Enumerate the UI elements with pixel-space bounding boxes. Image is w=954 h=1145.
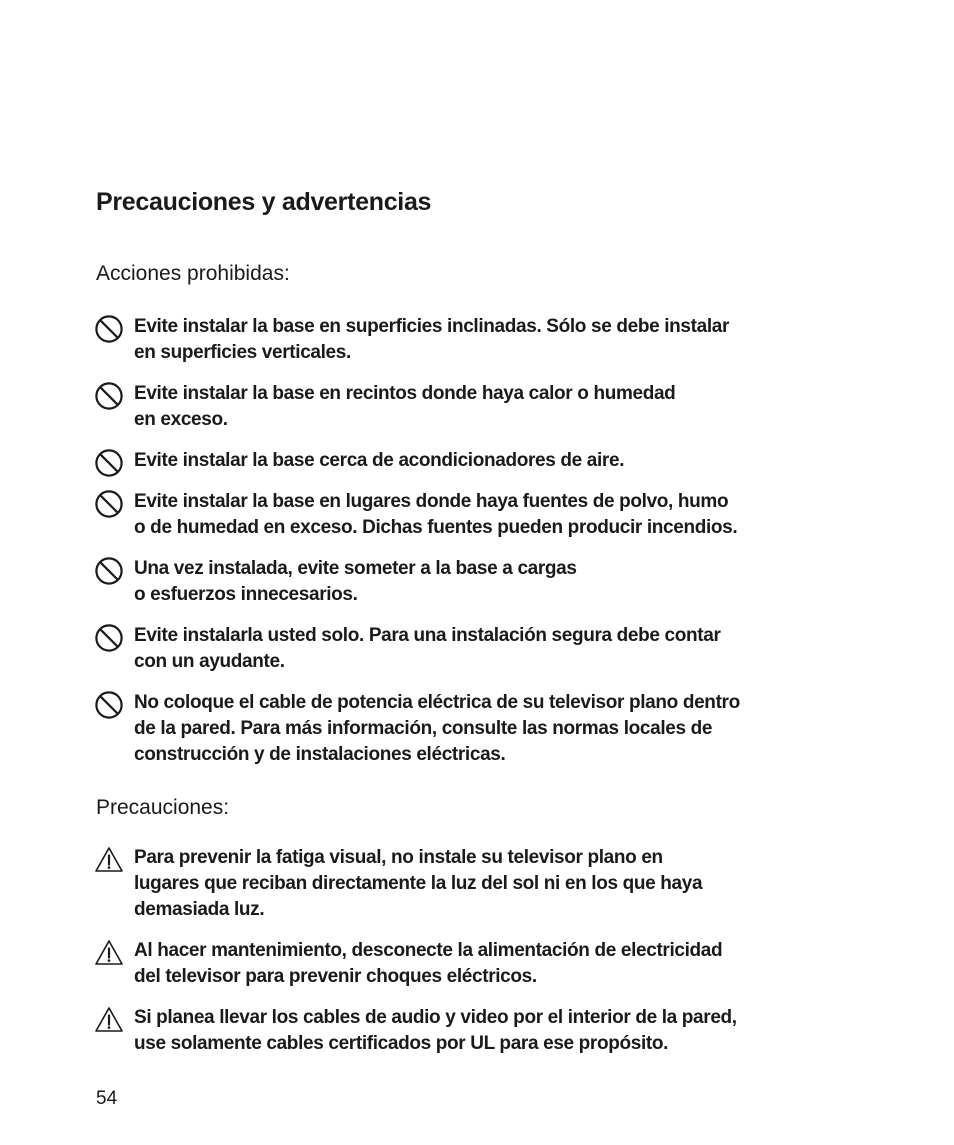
- prohibited-item: [94, 448, 884, 474]
- precautions-heading: Precauciones:: [96, 796, 230, 819]
- prohibited-icon: [94, 314, 124, 344]
- prohibited-item: [94, 623, 884, 675]
- prohibited-item-text: Una vez instalada, evite someter a la base a cargas o esfuerzos innecesarios.: [134, 558, 577, 605]
- prohibited-item-text: Evite instalar la base en lugares donde haya fuentes de polvo, humo o de humedad en exceso. Dichas fuentes pueden producir incendios.: [134, 491, 738, 538]
- page-number: 54: [96, 1088, 118, 1109]
- prohibited-item: [94, 314, 884, 366]
- page-title: Precauciones y advertencias: [96, 188, 432, 216]
- prohibited-actions-heading: Acciones prohibidas:: [96, 262, 290, 285]
- prohibited-item-text: Evite instalar la base en superficies inclinadas. Sólo se debe instalar en superficies verticales.: [134, 316, 730, 363]
- prohibited-item: [94, 556, 884, 608]
- prohibited-icon: [94, 690, 124, 720]
- caution-item: [94, 1005, 884, 1057]
- caution-item-text: Al hacer mantenimiento, desconecte la alimentación de electricidad del televisor para prevenir choques eléctricos.: [134, 940, 723, 987]
- prohibited-item: [94, 690, 884, 768]
- warning-icon: [94, 1005, 124, 1035]
- prohibited-icon: [94, 556, 124, 586]
- caution-item: [94, 938, 884, 990]
- prohibited-item: [94, 489, 884, 541]
- prohibited-item-text: No coloque el cable de potencia eléctrica de su televisor plano dentro de la pared. Para más información, consulte las normas locales de construcción y de instalaciones eléctricas.: [134, 692, 740, 765]
- caution-item-text: Si planea llevar los cables de audio y video por el interior de la pared, use solamente cables certificados por UL para ese propósito.: [134, 1007, 737, 1054]
- prohibited-icon: [94, 381, 124, 411]
- caution-item: [94, 845, 884, 923]
- prohibited-item-text: Evite instalar la base en recintos donde haya calor o humedad en exceso.: [134, 383, 676, 430]
- prohibited-icon: [94, 448, 124, 478]
- warning-icon: [94, 845, 124, 875]
- prohibited-icon: [94, 623, 124, 653]
- caution-item-text: Para prevenir la fatiga visual, no instale su televisor plano en lugares que reciban directamente la luz del sol ni en los que haya demasiada luz.: [134, 847, 703, 920]
- prohibited-item: [94, 381, 884, 433]
- prohibited-item-text: Evite instalar la base cerca de acondicionadores de aire.: [134, 450, 625, 471]
- prohibited-item-text: Evite instalarla usted solo. Para una instalación segura debe contar con un ayudante.: [134, 625, 721, 672]
- warning-icon: [94, 938, 124, 968]
- prohibited-icon: [94, 489, 124, 519]
